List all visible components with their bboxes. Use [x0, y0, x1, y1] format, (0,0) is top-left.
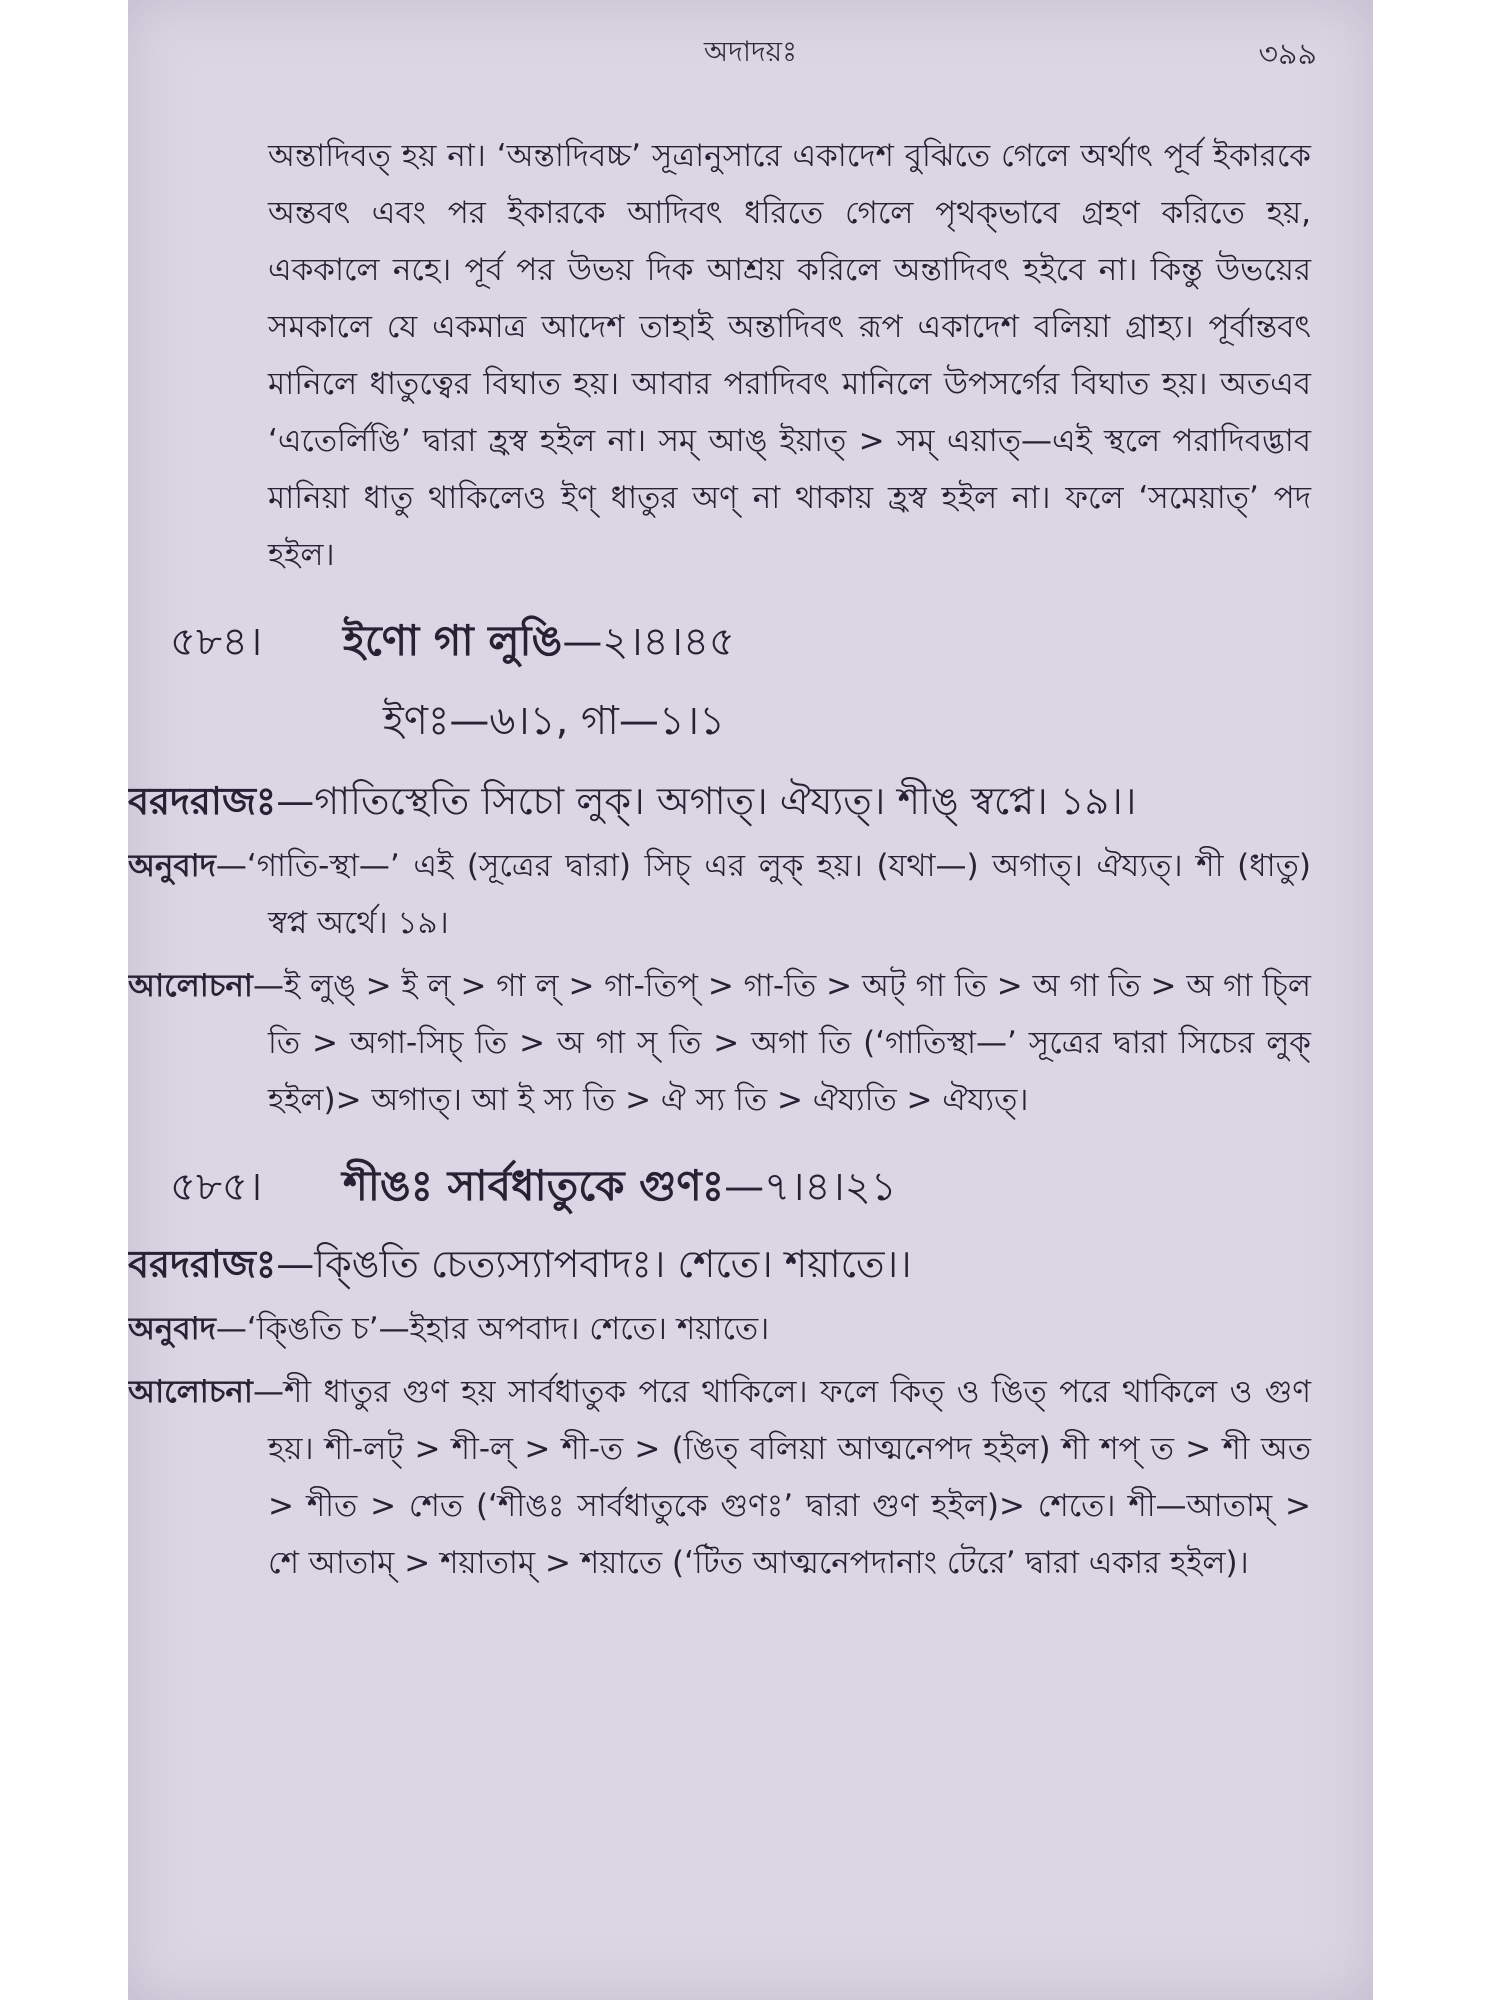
anuvada-text: —‘গাতি-স্থা—’ এই (সূত্রের দ্বারা) সিচ্ এর লুক্ হয়। (যথা—) অগাত্। ঐয্যত্। শী (ধাতু) স্বপ্ন অর্থে। ১৯। — [215, 848, 1311, 941]
alocana-label: আলোচনা — [128, 1374, 253, 1410]
alocana-paragraph — [128, 1364, 1373, 1592]
page-header — [128, 30, 1373, 80]
anuvada-label: অনুবাদ — [128, 848, 216, 884]
sutra-reference: —২।৪।৪৫ — [562, 619, 735, 665]
anuvada-paragraph — [128, 838, 1373, 952]
continuation-paragraph: অন্তাদিবত্ হয় না। ‘অন্তাদিবচ্চ’ সূত্রানুসারে একাদেশ বুঝিতে গেলে অর্থাৎ পূর্ব ইকারকে অন্তবৎ এবং পর ইকারকে আদিবৎ ধরিতে গেলে পৃথক্‌ভাবে গ্রহণ করিতে হয়, এককালে নহে। পূর্ব পর উভয় দিক আশ্রয় করিলে অন্তাদিবৎ হইবে না। কিন্তু উভয়ের সমকালে যে একমাত্র আদেশ তাহাই অন্তাদিবৎ রূপ একাদেশ বলিয়া গ্রাহ্য। পূর্বান্তবৎ মানিলে ধাতুত্বের বিঘাত হয়। আবার পরাদিবৎ মানিলে উপসর্গের বিঘাত হয়। অতএব ‘এতের্লিঙি’ দ্বারা হ্রস্ব হইল না। সম্ আঙ্ ইয়াত্ > সম্ এয়াত্—এই স্থলে পরাদিবদ্ভাব মানিয়া ধাতু থাকিলেও ইণ্ ধাতুর অণ্ না থাকায় হ্রস্ব হইল না। ফলে ‘সমেয়াত্’ পদ হইল। — [268, 138, 1311, 573]
alocana-label: আলোচনা — [128, 968, 253, 1004]
alocana-paragraph — [128, 958, 1373, 1129]
varadaraja-commentary — [128, 1233, 1373, 1295]
alocana-text: —শী ধাতুর গুণ হয় সার্বধাতুক পরে থাকিলে। ফলে কিত্ ও ঙিত্ পরে থাকিলে ও গুণ হয়। শী-লট্ > শী-ল্ > শী-ত > (ঙিত্ বলিয়া আত্মনেপদ হইল) শী শপ্ ত > শী অত > শীত > শেত (‘শীঙঃ সার্বধাতুকে গুণঃ’ দ্বারা গুণ হইল)> শেতে। শী—আতাম্ > শে আতাম্ > শয়াতাম্ > শয়াতে (‘টিত আত্মনেপদানাং টেরে’ দ্বারা একার হইল)। — [252, 1374, 1311, 1581]
running-head: অদাদয়ঃ — [703, 35, 798, 68]
varadaraja-label: বরদরাজঃ — [128, 779, 277, 823]
sutra-number: ৫৮৪। — [170, 619, 263, 665]
page-body — [128, 128, 1373, 1592]
sutra-text: শীঙঃ সার্বধাতুকে গুণঃ — [343, 1161, 725, 1210]
alocana-text: —ই লুঙ্ > ই ল্ > গা ল্ > গা-তিপ্ > গা-তি > অট্ গা তি > অ গা তি > অ গা চ্লি তি > অগা-সিচ্ তি > অ গা স্ তি > অগা তি (‘গাতিস্থা—’ সূত্রের দ্বারা সিচের লুক্ হইল)> অগাত্। আ ই স্য তি > ঐ স্য তি > ঐয্যতি > ঐয্যত্। — [252, 968, 1311, 1118]
anuvada-text: —‘ক্ঙিতি চ’—ইহার অপবাদ। শেতে। শয়াতে। — [215, 1311, 770, 1347]
sutra-text: ইণো গা লুঙি — [343, 616, 563, 665]
page-number: ৩৯৯ — [1258, 37, 1317, 72]
varadaraja-label: বরদরাজঃ — [128, 1242, 277, 1286]
varadaraja-commentary — [128, 770, 1373, 832]
sutra-heading-585 — [128, 1153, 1373, 1225]
anuvada-paragraph — [128, 1301, 1373, 1358]
sutra-number: ৫৮৫। — [170, 1164, 263, 1210]
scanned-page — [128, 0, 1373, 2000]
sutra-vibhakti: ইণঃ—৬।১, গা—১।১ — [383, 698, 726, 744]
sutra-heading-584 — [128, 608, 1373, 680]
sutra-reference: —৭।৪।২১ — [724, 1164, 897, 1210]
varadaraja-text: —গাতিস্থেতি সিচো লুক্। অগাত্। ঐয্যত্। শীঙ্ স্বপ্নে। ১৯।। — [276, 779, 1137, 823]
varadaraja-text: —ক্ঙিতি চেত্যস্যাপবাদঃ। শেতে। শয়াতে।। — [276, 1242, 912, 1286]
anuvada-label: অনুবাদ — [128, 1311, 216, 1347]
